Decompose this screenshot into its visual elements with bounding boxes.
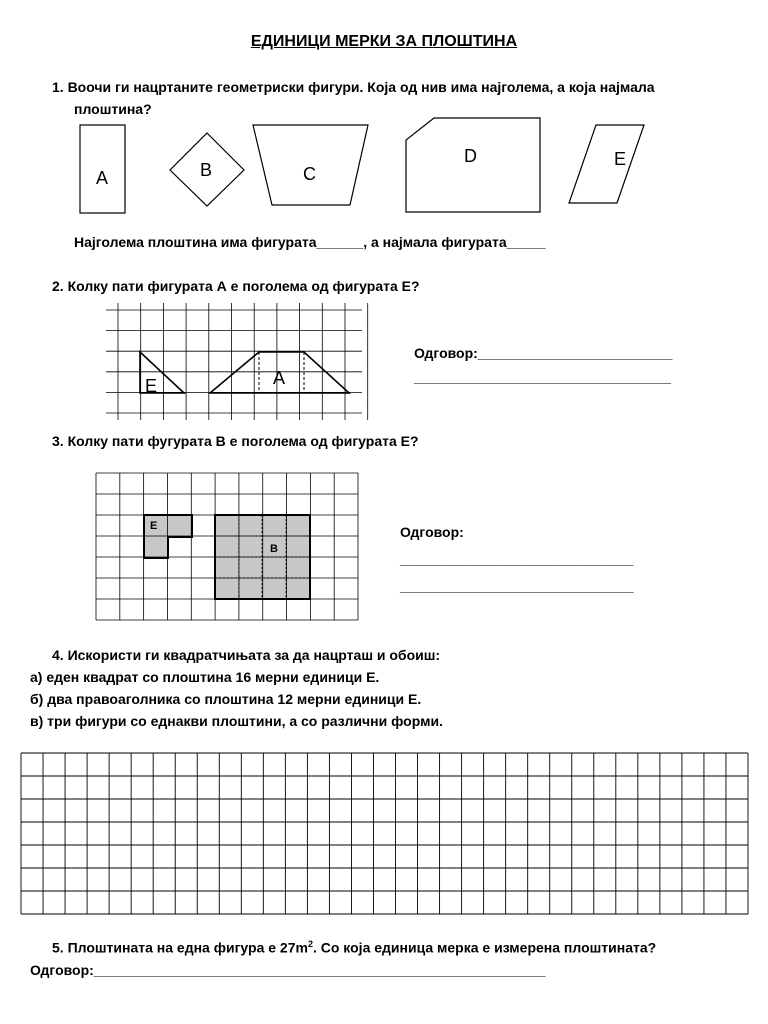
figure-b-label: B xyxy=(270,543,278,555)
question-3-answer-label: Одговор: xyxy=(400,524,464,540)
shape-d-label: D xyxy=(464,146,477,166)
page-title: ЕДИНИЦИ МЕРКИ ЗА ПЛОШТИНА xyxy=(250,33,518,50)
shape-c-label: C xyxy=(303,164,316,184)
question-2-text: 2. Колку пати фигурата А е поголема од фигурата Е? xyxy=(52,278,420,294)
question-1-line-2: плоштина? xyxy=(74,101,152,117)
figure-e-label: E xyxy=(145,376,158,396)
figure-a-label: A xyxy=(273,368,286,388)
question-5-text-a: 5. Плоштината на една фигура е 27m xyxy=(52,939,308,956)
question-2-answer-line-1[interactable]: Одговор:_________________________ xyxy=(414,345,673,361)
shape-a-label: A xyxy=(96,168,109,188)
question-5-text-b: . Со која единица мерка е измерена плоштината? xyxy=(312,939,657,956)
shape-b-label: B xyxy=(200,160,213,180)
question-4-text: 4. Искористи ги квадратчињата за да нацрташ и обоиш: xyxy=(52,647,441,663)
figure-e-label: E xyxy=(150,520,158,532)
question-3-answer-line-2[interactable]: ______________________________ xyxy=(400,578,634,594)
shape-e-label: E xyxy=(614,149,627,169)
question-4-item-b: б) два правоаголника со плоштина 12 мерни единици Е. xyxy=(30,691,422,707)
question-5-answer[interactable]: Одговор:__________________________________________________________ xyxy=(30,962,546,978)
question-5-superscript: 2 xyxy=(307,939,313,949)
question-3-answer-line-1[interactable]: ______________________________ xyxy=(400,551,634,567)
question-1-line-1: 1. Воочи ги нацртаните геометриски фигури. Која од нив има најголема, а која најмала xyxy=(52,79,655,95)
question-2-answer-line-2[interactable]: _________________________________ xyxy=(414,369,671,385)
question-3-text: 3. Колку пати фугурата В е поголема од фигурата Е? xyxy=(52,433,419,449)
question-4-item-c: в) три фигури со еднакви плоштини, а со различни форми. xyxy=(30,713,443,729)
question-5-text xyxy=(52,939,656,956)
question-1-answer: Најголема плоштина има фигурата______, а најмала фигурата_____ xyxy=(74,234,546,250)
question-4-item-a: а) еден квадрат со плоштина 16 мерни единици Е. xyxy=(30,669,380,685)
